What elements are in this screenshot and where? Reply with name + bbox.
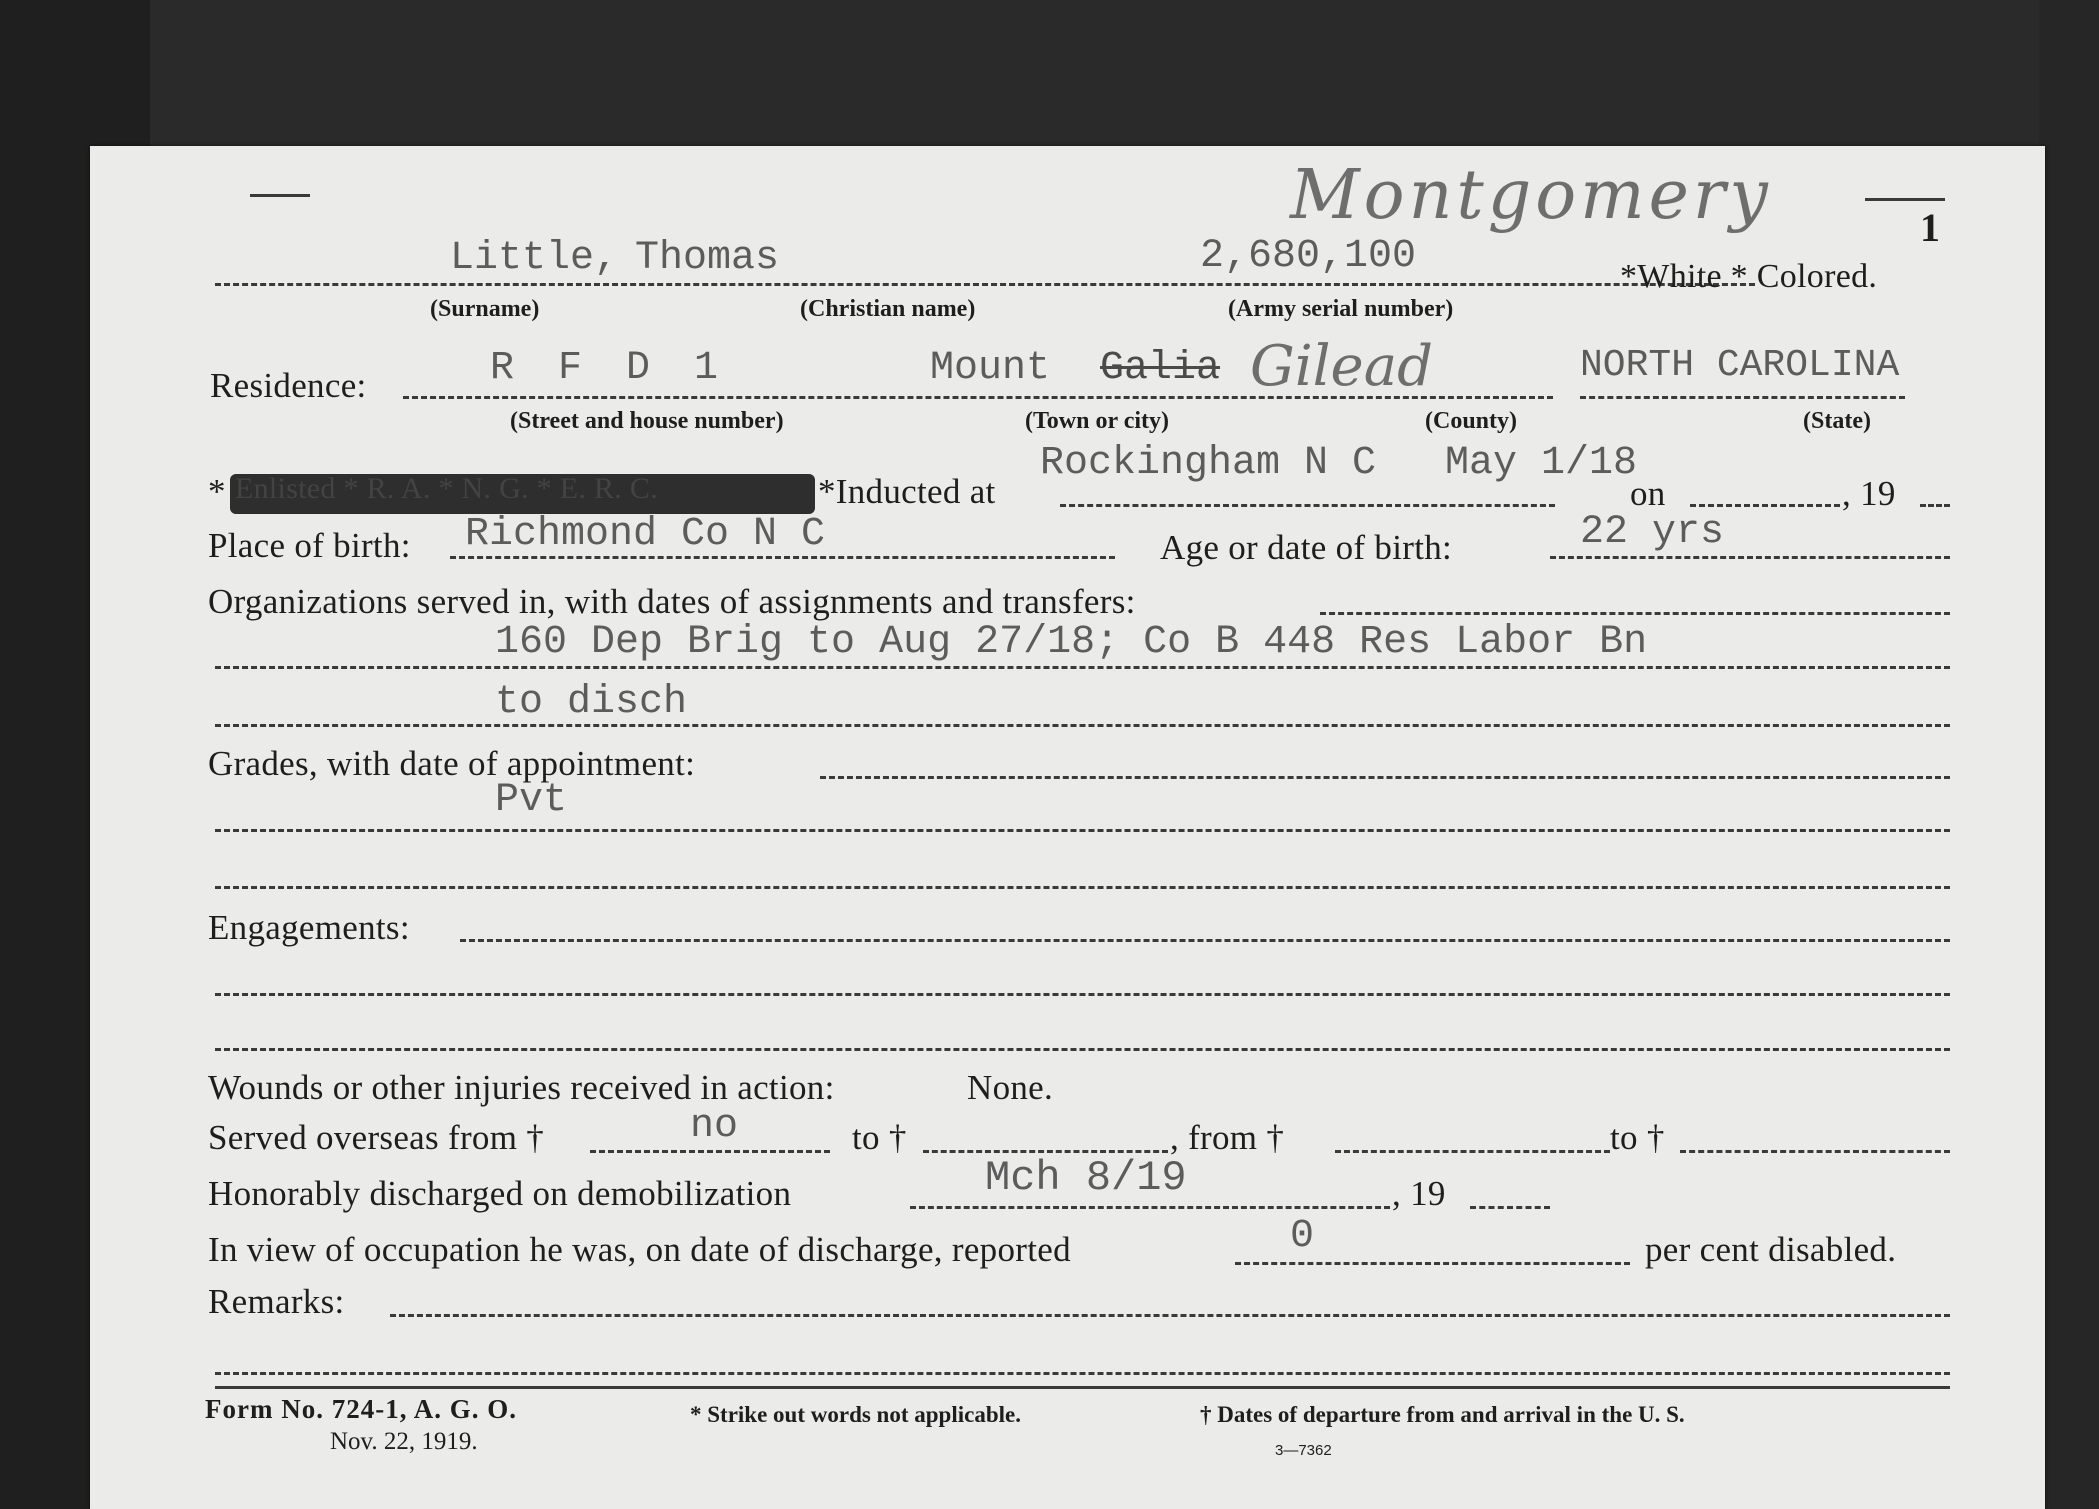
engagements-line-3 bbox=[215, 1048, 1950, 1051]
age-value: 22 yrs bbox=[1580, 510, 1725, 555]
background-right bbox=[2039, 0, 2099, 1509]
overseas-from-value: no bbox=[690, 1104, 739, 1149]
place-of-birth-label: Place of birth: bbox=[208, 526, 411, 565]
induction-year-line bbox=[1920, 504, 1950, 507]
engagements-line-1 bbox=[460, 939, 1950, 942]
grades-value: Pvt bbox=[495, 778, 568, 823]
residence-state-line bbox=[1580, 396, 1905, 399]
induction-star: * bbox=[208, 472, 226, 511]
inducted-date-value: May 1/18 bbox=[1445, 441, 1638, 486]
age-line bbox=[1550, 556, 1950, 559]
place-of-birth-value: Richmond Co N C bbox=[465, 512, 826, 557]
grades-label: Grades, with date of appointment: bbox=[208, 744, 696, 783]
struck-enlistment-options: Enlisted * R. A. * N. G. * E. R. C. bbox=[235, 472, 659, 505]
serial-number-caption: (Army serial number) bbox=[1228, 296, 1454, 322]
inducted-place-value: Rockingham N C bbox=[1040, 441, 1377, 486]
place-of-birth-line bbox=[450, 556, 1115, 559]
induction-date-line bbox=[1690, 504, 1840, 507]
discharge-date-value: Mch 8/19 bbox=[985, 1154, 1187, 1202]
form-number: Form No. 724-1, A. G. O. bbox=[205, 1394, 517, 1424]
overseas-from-line bbox=[590, 1150, 830, 1153]
surname-value: Little, bbox=[450, 236, 619, 281]
wounds-value: None. bbox=[967, 1068, 1054, 1107]
race-options: *White * Colored. bbox=[1620, 258, 1878, 295]
overseas-from2-label: , from † bbox=[1170, 1118, 1285, 1157]
on-label: on bbox=[1630, 474, 1666, 513]
overseas-to-line bbox=[923, 1150, 1168, 1153]
serial-number-value: 2,680,100 bbox=[1200, 234, 1417, 279]
remarks-line-1 bbox=[390, 1314, 1950, 1317]
overseas-to2-line bbox=[1680, 1150, 1950, 1153]
state-caption: (State) bbox=[1803, 408, 1871, 434]
disability-suffix: per cent disabled. bbox=[1645, 1230, 1897, 1269]
print-code: 3—7362 bbox=[1275, 1442, 1332, 1459]
dates-note: † Dates of departure from and arrival in the U. S. bbox=[1200, 1402, 1685, 1427]
discharge-year-label: , 19 bbox=[1392, 1174, 1446, 1213]
organizations-label-line bbox=[1320, 612, 1950, 615]
christian-name-value: Thomas bbox=[635, 236, 780, 281]
organizations-line2-value: to disch bbox=[495, 680, 688, 725]
engagements-line-2 bbox=[215, 993, 1950, 996]
grades-line-1 bbox=[215, 829, 1950, 832]
discharge-year-line bbox=[1470, 1206, 1550, 1209]
residence-state-value: NORTH CAROLINA bbox=[1580, 344, 1900, 387]
county-caption: (County) bbox=[1425, 408, 1518, 434]
overseas-to-label: to † bbox=[852, 1118, 907, 1157]
organizations-label: Organizations served in, with dates of assignments and transfers: bbox=[208, 582, 1136, 621]
remarks-label: Remarks: bbox=[208, 1282, 345, 1321]
top-left-rule bbox=[250, 194, 310, 197]
overseas-from-label: Served overseas from † bbox=[208, 1118, 545, 1157]
residence-line bbox=[403, 396, 1553, 399]
inducted-at-label: *Inducted at bbox=[818, 472, 996, 511]
remarks-line-2 bbox=[215, 1372, 1950, 1375]
induction-place-line bbox=[1060, 504, 1555, 507]
town-caption: (Town or city) bbox=[1025, 408, 1169, 434]
disability-line bbox=[1235, 1262, 1630, 1265]
overseas-to2-label: to † bbox=[1610, 1118, 1665, 1157]
card-number: 1 bbox=[1920, 205, 1940, 250]
overseas-from2-line bbox=[1335, 1150, 1610, 1153]
county-header-handwritten: Montgomery bbox=[1290, 156, 1772, 235]
background-top bbox=[0, 0, 2099, 150]
discharge-label: Honorably discharged on demobilization bbox=[208, 1174, 792, 1213]
residence-town-prefix: Mount bbox=[930, 346, 1051, 391]
disability-value: 0 bbox=[1290, 1214, 1315, 1259]
residence-street-value: R F D 1 bbox=[490, 346, 729, 391]
surname-caption: (Surname) bbox=[430, 296, 540, 322]
organizations-line1-value: 160 Dep Brig to Aug 27/18; Co B 448 Res Labor Bn bbox=[495, 620, 1648, 665]
residence-town-struck: Galia bbox=[1100, 346, 1221, 391]
organizations-line-2 bbox=[215, 724, 1950, 727]
engagements-label: Engagements: bbox=[208, 908, 410, 947]
disability-label: In view of occupation he was, on date of discharge, reported bbox=[208, 1230, 1071, 1269]
discharge-date-line bbox=[910, 1206, 1390, 1209]
organizations-line-1 bbox=[215, 666, 1950, 669]
induction-year-label: , 19 bbox=[1842, 474, 1896, 513]
form-date: Nov. 22, 1919. bbox=[330, 1428, 478, 1455]
wounds-label: Wounds or other injuries received in action: bbox=[208, 1068, 835, 1107]
footer-rule bbox=[215, 1386, 1950, 1389]
service-record-card bbox=[90, 146, 2045, 1509]
name-line bbox=[215, 283, 1755, 286]
age-label: Age or date of birth: bbox=[1160, 528, 1453, 567]
top-right-rule bbox=[1865, 198, 1945, 201]
grades-label-line bbox=[820, 776, 1950, 779]
residence-town-handwritten: Gilead bbox=[1250, 334, 1433, 399]
street-caption: (Street and house number) bbox=[510, 408, 784, 434]
strike-note: * Strike out words not applicable. bbox=[690, 1402, 1021, 1427]
residence-label: Residence: bbox=[210, 366, 367, 405]
christian-name-caption: (Christian name) bbox=[800, 296, 976, 322]
grades-line-2 bbox=[215, 886, 1950, 889]
